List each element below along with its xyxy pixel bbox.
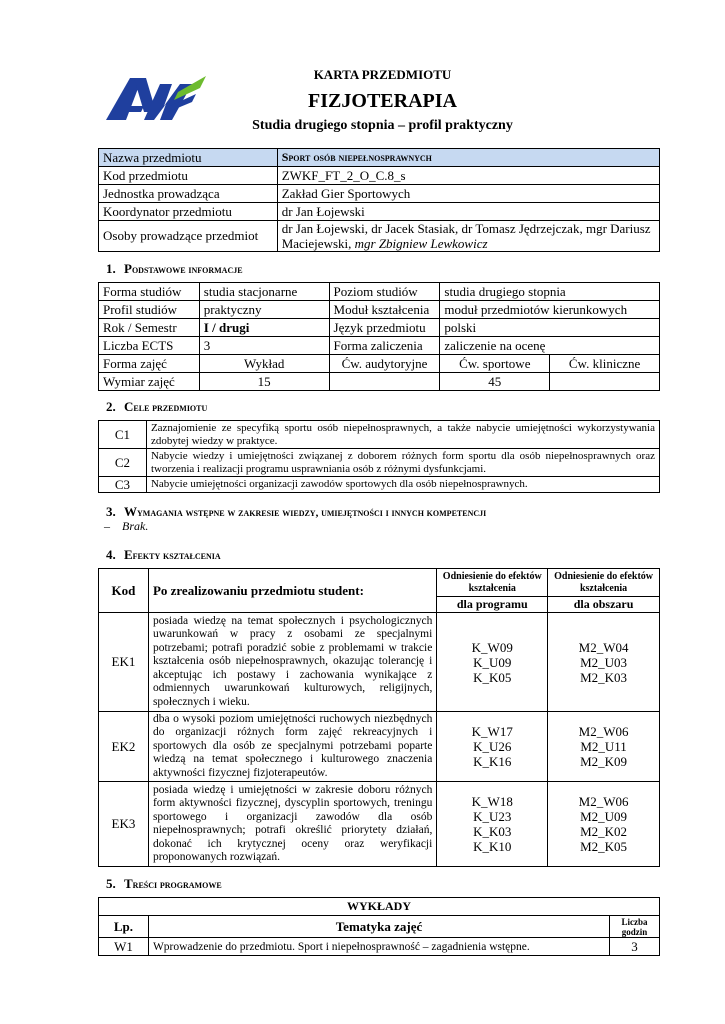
section-3-number: 3. (106, 504, 116, 519)
effects-col-code: Kod (99, 569, 149, 613)
effects-table (98, 568, 660, 867)
area-code: M2_K05 (580, 839, 628, 854)
goal-text: Nabycie umiejętności organizacji zawodów sportowych dla osób niepełnosprawnych. (146, 477, 659, 493)
goal-code: C1 (99, 421, 147, 449)
section-1-initial: P (124, 261, 132, 276)
coordinator-value: dr Jan Łojewski (277, 203, 659, 221)
effects-col-prog-bottom: dla programu (437, 597, 548, 613)
goal-row (99, 477, 660, 493)
basic-value: 3 (199, 337, 329, 355)
prog-code: K_K16 (473, 754, 512, 769)
effect-desc: posiada wiedzę i umiejętności w zakresie doboru różnych form aktywności fizycznej, dyscyplin sportowych, treningu sportowego i organizacji zawodów dla osób niepełnosprawnych; potrafi określić priorytety działań, dokonać ich krytycznej oceny oraz weryfikacji proponowanych rozwiązań. (148, 782, 436, 867)
course-name-label: Nazwa przedmiotu (99, 149, 278, 167)
effects-col-desc: Po zrealizowaniu przedmiotu student: (148, 569, 436, 613)
form-clinical: Ćw. kliniczne (550, 355, 660, 373)
prog-code: K_W17 (471, 724, 513, 739)
program-hours: 3 (610, 938, 660, 956)
effect-code: EK1 (99, 613, 149, 712)
section-5-title (106, 876, 222, 892)
effect-prog (437, 782, 548, 867)
basic-value: moduł przedmiotów kierunkowych (440, 301, 660, 319)
effect-area (548, 712, 660, 782)
basic-info-table (98, 282, 660, 391)
prog-code: K_U23 (473, 809, 512, 824)
effect-row (99, 782, 660, 867)
basic-value: I / drugi (199, 319, 329, 337)
effect-area (548, 613, 660, 712)
coordinator-row (99, 203, 660, 221)
course-code-row (99, 167, 660, 185)
basic-label: Forma studiów (99, 283, 200, 301)
section-3-initial: W (124, 504, 137, 519)
effect-desc: posiada wiedzę na temat społecznych i psychologicznych uwarunkowań w pracy z osobami ze specjalnymi potrzebami; potrafi poradzić sobie z problemami w trakcie kształcenia osób niepełnosprawnych, okazując tolerancję i akceptując ich postawy i zachowania wynikające z odmiennych uwarunkowań kulturowych, religijnych, społecznych i wieku. (148, 613, 436, 712)
section-5-number: 5. (106, 876, 116, 891)
study-subtitle: Studia drugiego stopnia – profil praktyczny (252, 118, 513, 133)
lecturers-label: Osoby prowadzące przedmiot (99, 221, 278, 252)
program-topic: Wprowadzenie do przedmiotu. Sport i niepełnosprawność – zagadnienia wstępne. (148, 938, 609, 956)
basic-label: Język przedmiotu (329, 319, 440, 337)
program-col-hours: Liczba godzin (610, 916, 660, 938)
area-code: M2_K09 (580, 754, 628, 769)
course-name-row (99, 149, 660, 167)
program-header-row (99, 916, 660, 938)
basic-row (99, 337, 660, 355)
hours-lecture: 15 (199, 373, 329, 391)
prog-code: K_U26 (473, 739, 512, 754)
requirements-bullet: – (104, 519, 110, 533)
section-3-title (106, 504, 486, 520)
section-2-number: 2. (106, 399, 116, 414)
hours-sport: 45 (440, 373, 550, 391)
section-1-rest: odstawowe informacje (131, 264, 243, 276)
prog-code: K_U09 (473, 654, 512, 670)
effect-code: EK3 (99, 782, 149, 867)
section-2-rest: ele przedmiotu (133, 402, 208, 414)
prog-code: K_K10 (473, 839, 512, 854)
section-5-initial: T (124, 876, 133, 891)
prog-code: K_W09 (471, 639, 513, 655)
course-code-value: ZWKF_FT_2_O_C.8_s (277, 167, 659, 185)
basic-row (99, 301, 660, 319)
area-code: M2_K02 (580, 824, 628, 839)
effect-code: EK2 (99, 712, 149, 782)
effects-col-area-top: Odniesienie do efektów kształcenia (548, 569, 660, 597)
course-info-table (98, 148, 660, 252)
program-title: WYKŁADY (99, 898, 660, 916)
coordinator-label: Koordynator przedmiotu (99, 203, 278, 221)
lecturers-list: dr Jan Łojewski, dr Jacek Stasiak, dr Tomasz Jędrzejczak, mgr Dariusz Maciejewski, (281, 221, 651, 251)
form-sport: Ćw. sportowe (440, 355, 550, 373)
section-1-number: 1. (106, 261, 116, 276)
hours-auditory (329, 373, 440, 391)
effects-header-row (99, 569, 660, 597)
effects-col-prog-top: Odniesienie do efektów kształcenia (437, 569, 548, 597)
unit-value: Zakład Gier Sportowych (277, 185, 659, 203)
section-3-rest: ymagania wstępne w zakresie wiedzy, umiejętności i innych kompetencji (137, 507, 487, 519)
course-name-value: Sport osób niepełnosprawnych (277, 149, 659, 167)
goals-table (98, 420, 660, 493)
goal-code: C3 (99, 477, 147, 493)
hours-clinical (550, 373, 660, 391)
prog-code: K_K03 (473, 824, 512, 839)
area-code: M2_U11 (580, 739, 627, 754)
lecturers-value (277, 221, 659, 252)
section-2-title (106, 399, 207, 415)
goal-text: Zaznajomienie ze specyfiką sportu osób niepełnosprawnych, a także nabycie umiejętności wykorzystywania zdobytej wiedzy w praktyce. (146, 421, 659, 449)
section-4-initial: E (124, 547, 133, 562)
lecturers-row (99, 221, 660, 252)
program-lp: W1 (99, 938, 149, 956)
form-auditory: Ćw. audytoryjne (329, 355, 440, 373)
course-code-label: Kod przedmiotu (99, 167, 278, 185)
effect-row (99, 712, 660, 782)
effect-desc: dba o wysoki poziom umiejętności ruchowych niezbędnych do organizacji różnych form zajęć rekreacyjnych i sportowych dla osób ze specjalnymi potrzebami poparte wiedzą na temat społecznego i kulturowego znaczenia aktywności fizycznej fizjoterapeutów. (148, 712, 436, 782)
goal-row (99, 421, 660, 449)
requirements-text: Brak. (122, 519, 149, 533)
basic-label: Moduł kształcenia (329, 301, 440, 319)
area-code: M2_K03 (580, 669, 628, 685)
basic-label: Poziom studiów (329, 283, 440, 301)
section-4-number: 4. (106, 547, 116, 562)
area-code: M2_W06 (578, 794, 629, 809)
area-code: M2_W06 (578, 724, 629, 739)
unit-label: Jednostka prowadząca (99, 185, 278, 203)
basic-row (99, 373, 660, 391)
goal-row (99, 449, 660, 477)
section-1-title (106, 261, 243, 277)
basic-label: Wymiar zajęć (99, 373, 200, 391)
section-4-title (106, 547, 221, 563)
effects-col-area-bottom: dla obszaru (548, 597, 660, 613)
program-col-topic: Tematyka zajęć (148, 916, 609, 938)
unit-row (99, 185, 660, 203)
basic-label: Rok / Semestr (99, 319, 200, 337)
section-5-rest: reści programowe (132, 879, 222, 891)
basic-value: polski (440, 319, 660, 337)
program-title-row (99, 898, 660, 916)
effect-prog (437, 712, 548, 782)
basic-label: Forma zajęć (99, 355, 200, 373)
section-2-initial: C (124, 399, 134, 414)
basic-value: zaliczenie na ocenę (440, 337, 660, 355)
area-code: M2_W04 (578, 639, 629, 655)
card-title: KARTA PRZEDMIOTU (313, 67, 452, 82)
program-table (98, 897, 660, 956)
basic-row (99, 319, 660, 337)
area-code: M2_U03 (580, 654, 628, 670)
effect-area (548, 782, 660, 867)
section-4-rest: fekty kształcenia (132, 550, 221, 562)
requirements-item (104, 519, 148, 534)
goal-text: Nabycie wiedzy i umiejętności związanej z doborem różnych form sportu dla osób niepełnosprawnych oraz tworzenia i realizacji programu usprawniania osób z różnymi dysfunkcjami. (146, 449, 659, 477)
basic-label: Profil studiów (99, 301, 200, 319)
basic-value: studia stacjonarne (199, 283, 329, 301)
basic-label: Forma zaliczenia (329, 337, 440, 355)
prog-code: K_K05 (473, 669, 512, 685)
program-col-lp: Lp. (99, 916, 149, 938)
program-row (99, 938, 660, 956)
basic-value: praktyczny (199, 301, 329, 319)
goal-code: C2 (99, 449, 147, 477)
prog-code: K_W18 (471, 794, 513, 809)
field-title: FIZJOTERAPIA (308, 90, 457, 112)
form-lecture: Wykład (199, 355, 329, 373)
effect-row (99, 613, 660, 712)
basic-label: Liczba ECTS (99, 337, 200, 355)
effect-prog (437, 613, 548, 712)
area-code: M2_U09 (580, 809, 628, 824)
basic-value: studia drugiego stopnia (440, 283, 660, 301)
lecturer-italic: mgr Zbigniew Lewkowicz (354, 236, 488, 251)
basic-row (99, 283, 660, 301)
basic-row (99, 355, 660, 373)
